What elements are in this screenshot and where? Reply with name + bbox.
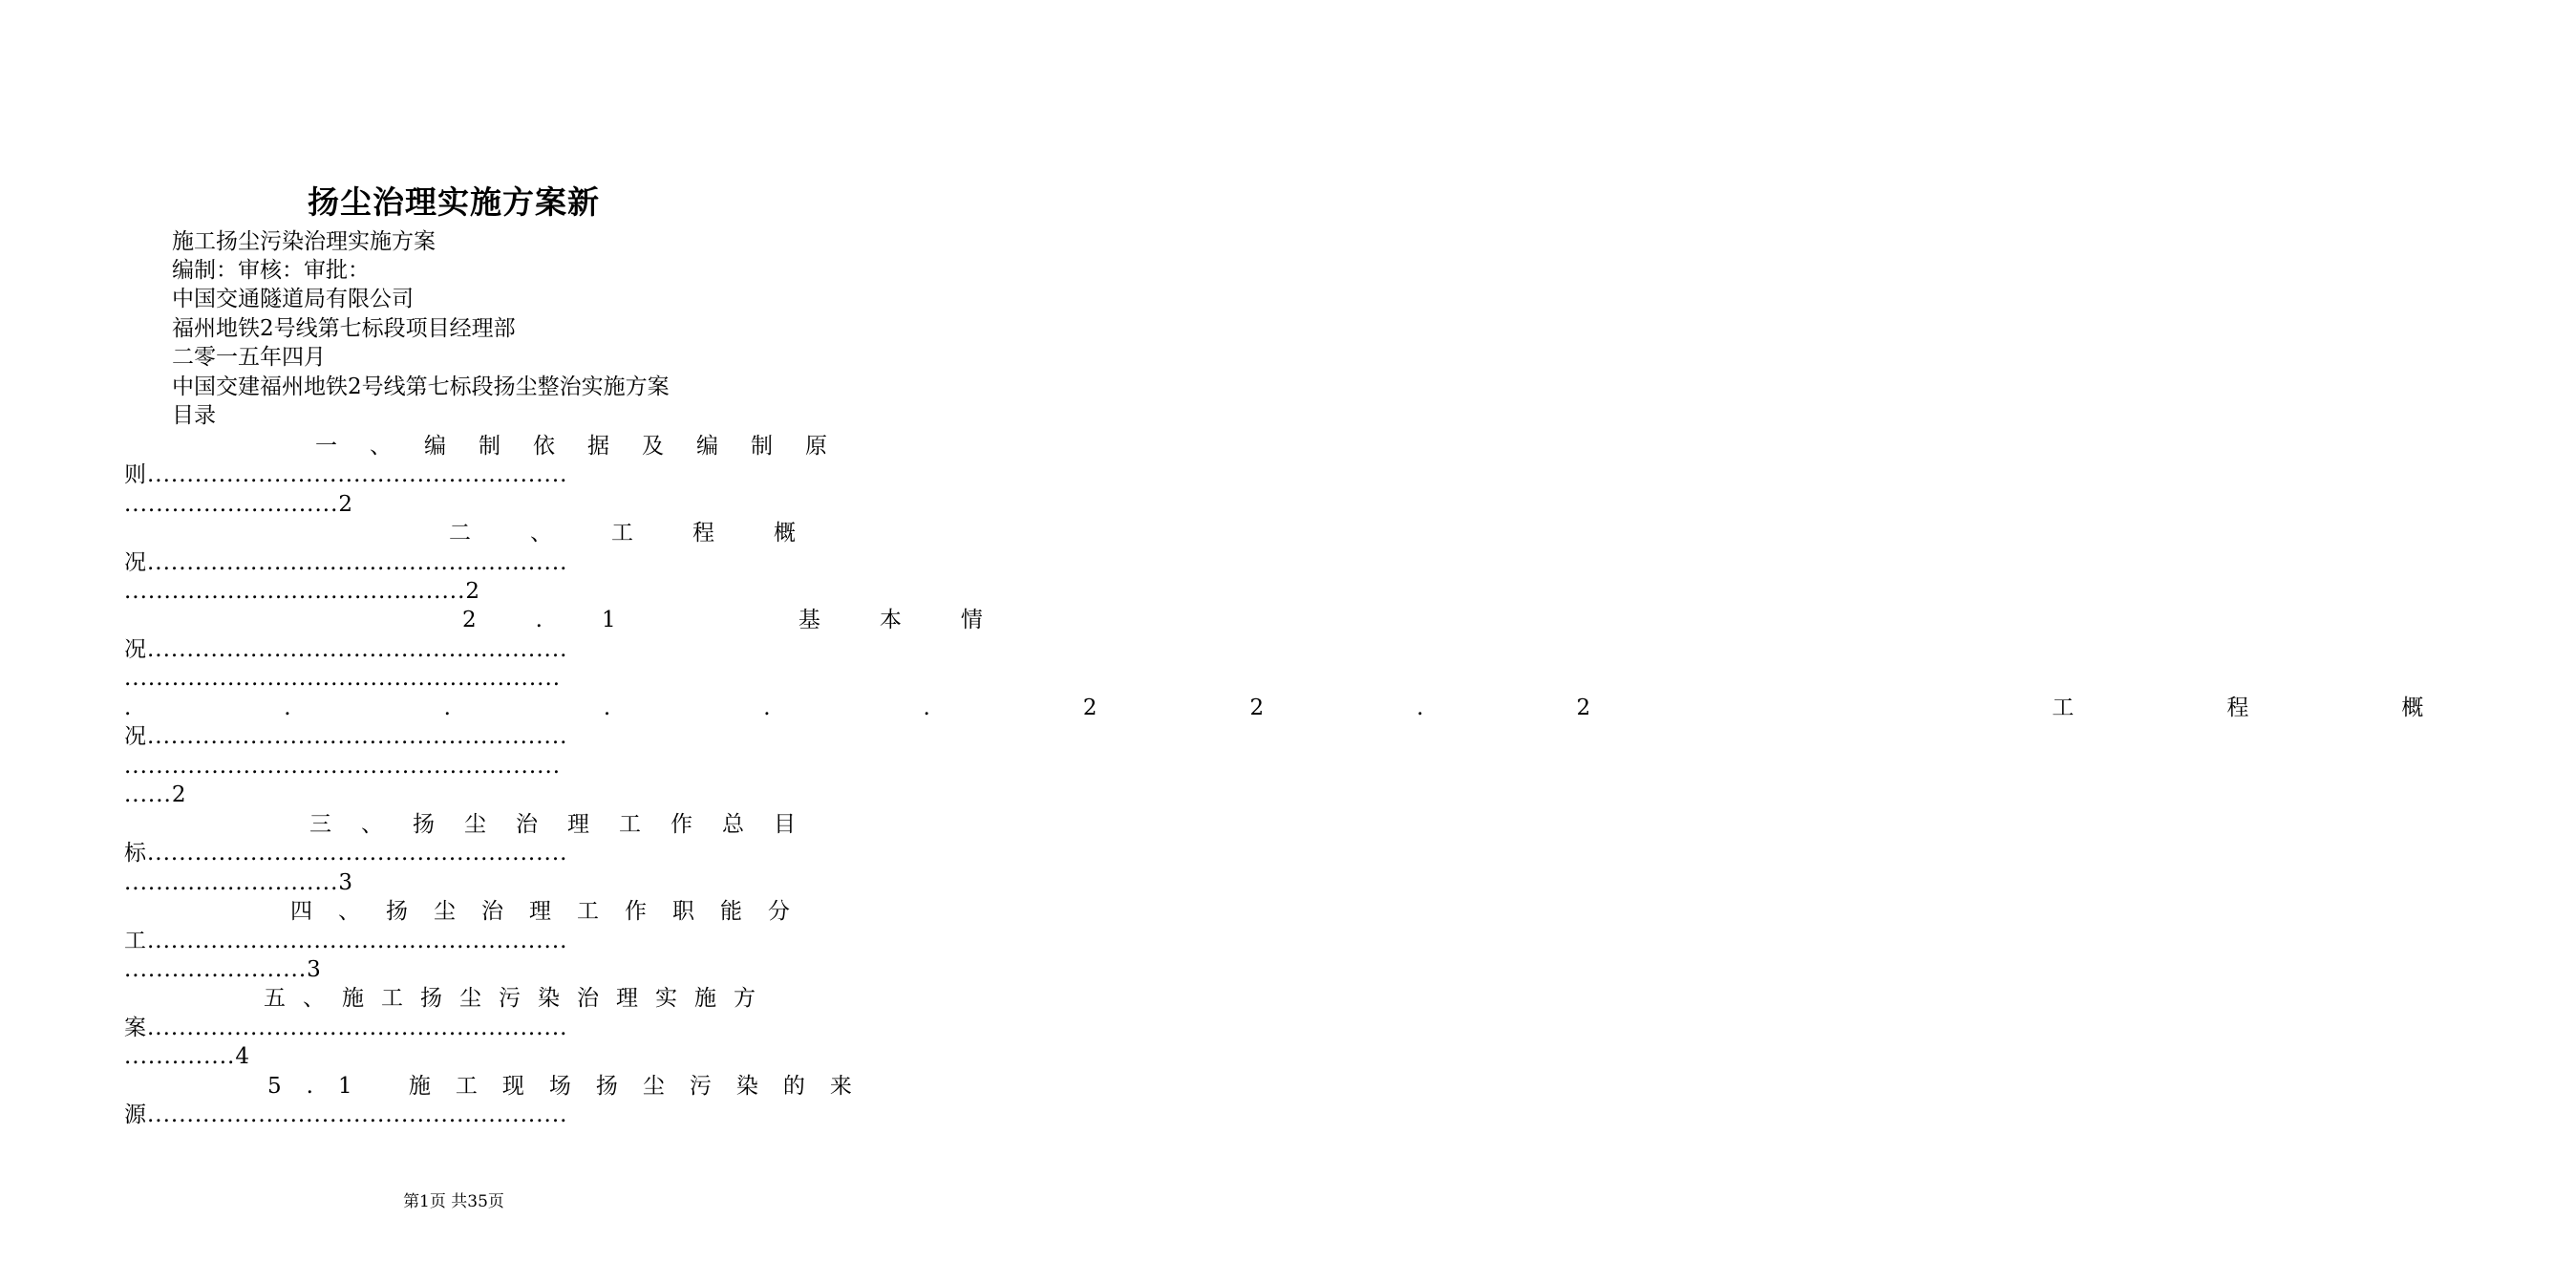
toc-entry-2-page: ...........................................2: [124, 579, 481, 604]
toc-entry-1-leader: 则.....................................................: [124, 462, 568, 487]
toc-entry-5-1-leader: 源.....................................................: [124, 1102, 568, 1127]
toc-entry-2-1-leader-cont: .......................................................: [124, 666, 562, 691]
toc-heading: 目录: [172, 403, 216, 428]
toc-entry-2-2-leader: 况.....................................................: [124, 724, 568, 749]
document-title: 扬尘治理实施方案新: [308, 183, 600, 221]
toc-entry-1-heading: [315, 432, 860, 460]
toc-text: 五、施工扬尘污染治理实施方: [264, 986, 773, 1011]
toc-entry-4-page: .......................3: [124, 957, 322, 982]
toc-entry-2-2-heading: [124, 694, 2576, 722]
toc-entry-3-leader: 标.....................................................: [124, 841, 568, 866]
department-line: 福州地铁2号线第七标段项目经理部: [172, 316, 516, 341]
toc-entry-3-heading: [309, 810, 825, 839]
toc-text: 三、扬尘治理工作总目: [309, 812, 825, 837]
toc-entry-5-leader: 案.....................................................: [124, 1016, 568, 1040]
toc-entry-4-leader: 工.....................................................: [124, 929, 568, 953]
toc-entry-5-page: ..............4: [124, 1044, 250, 1069]
toc-entry-2-2-leader-cont: .......................................................: [124, 754, 562, 779]
plan-title-line: 中国交建福州地铁2号线第七标段扬尘整治实施方案: [172, 374, 670, 399]
company-line: 中国交通隧道局有限公司: [172, 287, 414, 311]
toc-text: 5.1 施工现场扬尘污染的来: [267, 1074, 877, 1099]
toc-entry-5-1-heading: [267, 1072, 877, 1101]
page-footer: 第1页 共35页: [403, 1192, 504, 1211]
toc-entry-2-2-page: ......2: [124, 782, 187, 807]
toc-text: 一、编制依据及编制原: [315, 434, 860, 459]
toc-entry-1-page: ...........................2: [124, 492, 354, 517]
toc-text: 二、工程概: [449, 521, 855, 546]
approval-line: 编制：审核：审批：: [172, 258, 370, 283]
toc-text: 2.1 基本情: [462, 608, 1042, 632]
toc-text: 四、扬尘治理工作职能分: [290, 899, 816, 924]
subtitle-line: 施工扬尘污染治理实施方案: [172, 229, 436, 254]
toc-entry-2-1-heading: [462, 606, 1042, 634]
toc-entry-3-page: ...........................3: [124, 870, 354, 895]
toc-entry-5-heading: [264, 984, 793, 1013]
toc-entry-2-leader: 况.....................................................: [124, 550, 568, 575]
toc-entry-2-1-leader: 况.....................................................: [124, 637, 568, 662]
toc-text: ......22.2 工程概: [124, 696, 2576, 720]
date-line: 二零一五年四月: [172, 345, 326, 370]
toc-entry-4-heading: [290, 897, 816, 926]
toc-entry-2-heading: [449, 519, 855, 547]
